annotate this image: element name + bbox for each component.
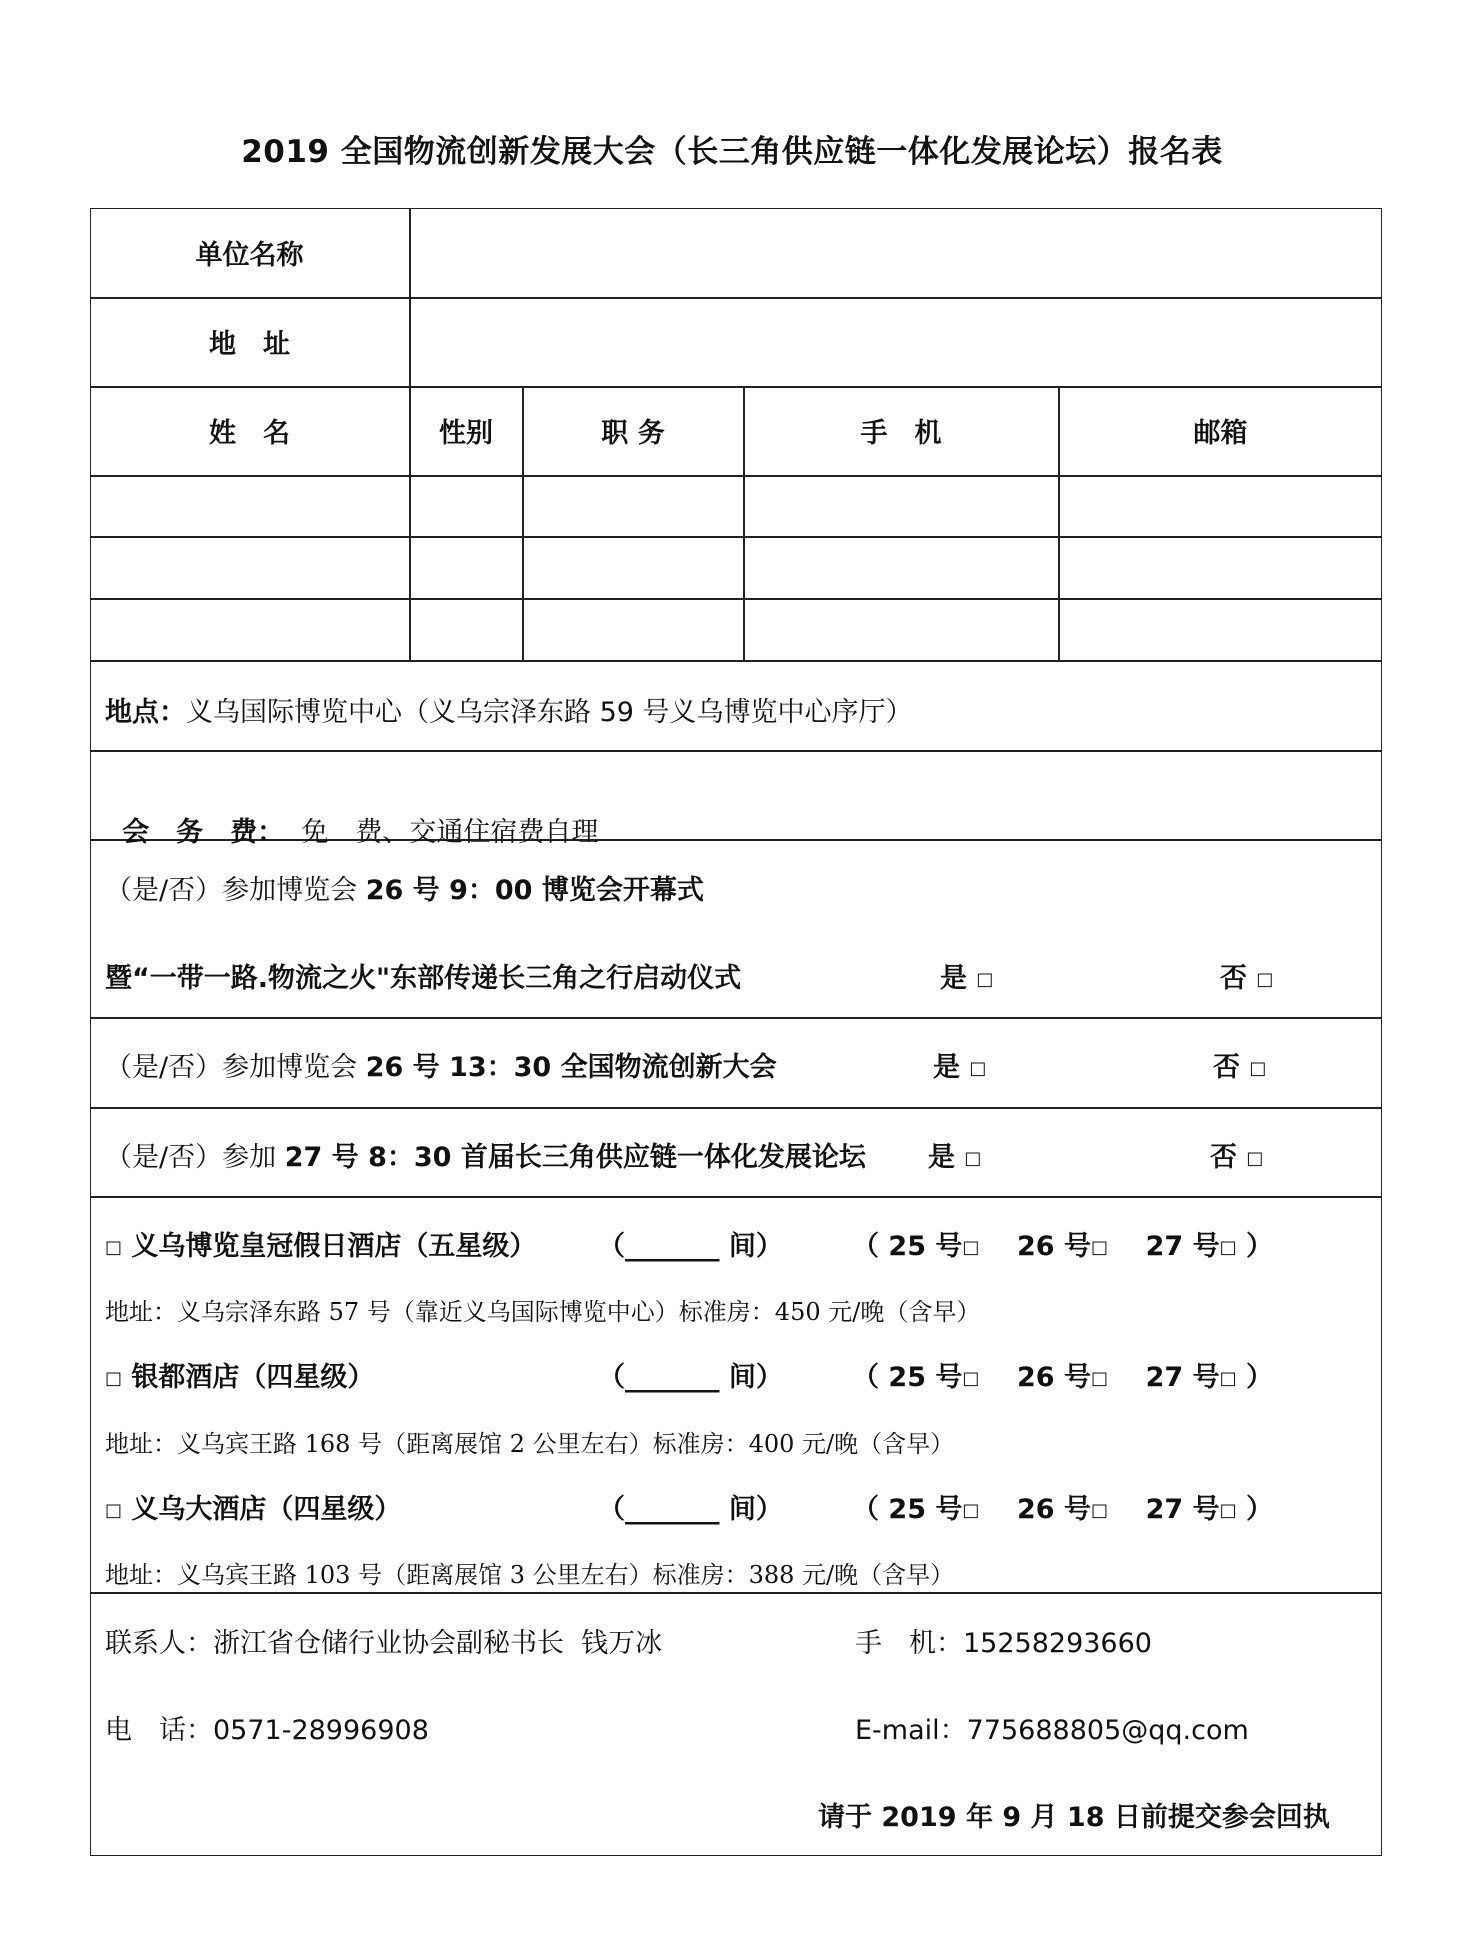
hotel-address: 地址：义乌宾王路 103 号（距离展馆 3 公里左右）标准房：388 元/晚（含早） xyxy=(105,1561,955,1589)
event-detail: 26 号 13：30 全国物流创新大会 xyxy=(365,1052,777,1083)
mobile-header: 手 机 xyxy=(860,418,942,449)
paren-open: （ xyxy=(598,1362,625,1393)
checkbox-icon[interactable]: □ xyxy=(1249,1058,1267,1079)
contact-mobile: 手 机：15258293660 xyxy=(855,1628,1152,1659)
date-group xyxy=(852,1355,1273,1394)
rooms-label: 间） xyxy=(728,1231,783,1262)
row-divider xyxy=(90,1017,1382,1019)
paren-close: ） xyxy=(1246,1362,1274,1393)
checkbox-icon[interactable]: □ xyxy=(1091,1500,1109,1521)
checkbox-icon[interactable]: □ xyxy=(962,1237,980,1258)
row-divider xyxy=(90,660,1382,662)
org-name-label: 单位名称 xyxy=(195,240,304,271)
venue-value: 义乌国际博览中心（义乌宗泽东路 59 号义乌博览中心序厅） xyxy=(186,697,913,728)
paren-open: （ xyxy=(852,1362,879,1393)
no-label: 否 xyxy=(1210,1142,1247,1173)
room-count-blank[interactable]: _______ xyxy=(625,1362,720,1393)
hotel-name: 银都酒店（四星级） xyxy=(131,1362,375,1393)
date-group xyxy=(852,1487,1273,1526)
org-name-field[interactable] xyxy=(410,208,1382,297)
submission-deadline: 请于 2019 年 9 月 18 日前提交参会回执 xyxy=(818,1802,1330,1833)
checkbox-icon[interactable]: □ xyxy=(105,1237,123,1258)
gender-header: 性别 xyxy=(439,418,493,449)
date-26-label: 26 号 xyxy=(1017,1362,1091,1393)
room-count-blank[interactable]: _______ xyxy=(625,1494,720,1525)
paren-close: ） xyxy=(1246,1494,1274,1525)
room-count-blank[interactable]: _______ xyxy=(625,1231,720,1262)
event-detail: 26 号 9：00 博览会开幕式 xyxy=(365,875,704,906)
event-prefix: （是/否）参加博览会 xyxy=(105,1052,358,1083)
checkbox-icon[interactable]: □ xyxy=(962,1500,980,1521)
row-divider xyxy=(90,750,1382,752)
attendee-row[interactable] xyxy=(91,600,1381,659)
checkbox-icon[interactable]: □ xyxy=(962,1368,980,1389)
name-header: 姓 名 xyxy=(209,418,290,449)
paren-open: （ xyxy=(598,1494,625,1525)
position-header: 职 务 xyxy=(601,418,665,449)
no-label: 否 xyxy=(1213,1052,1250,1083)
checkbox-icon[interactable]: □ xyxy=(1246,1148,1264,1169)
event-detail: 27 号 8：30 首届长三角供应链一体化发展论坛 xyxy=(284,1142,866,1173)
checkbox-icon[interactable]: □ xyxy=(976,969,994,990)
page-title: 2019 全国物流创新发展大会（长三角供应链一体化发展论坛）报名表 xyxy=(241,134,1223,170)
room-count-group xyxy=(598,1224,783,1263)
paren-open: （ xyxy=(598,1231,625,1262)
date-27-label: 27 号 xyxy=(1145,1494,1220,1525)
event-conference-no-option[interactable] xyxy=(1213,1045,1266,1084)
hotel-yiwu-grand-row xyxy=(105,1487,401,1526)
event-conference-yes-option[interactable] xyxy=(933,1045,986,1084)
yes-label: 是 xyxy=(928,1142,965,1173)
hotel-crowne-plaza-row xyxy=(105,1224,536,1263)
paren-open: （ xyxy=(852,1494,879,1525)
checkbox-icon[interactable]: □ xyxy=(964,1148,982,1169)
rooms-label: 间） xyxy=(728,1494,783,1525)
checkbox-icon[interactable]: □ xyxy=(105,1500,123,1521)
event-forum-no-option[interactable] xyxy=(1210,1135,1263,1174)
fee-value: 免 费、交通住宿费自理 xyxy=(301,817,599,848)
fee-label: 会 务 费： xyxy=(122,817,285,848)
row-divider xyxy=(90,1196,1382,1198)
checkbox-icon[interactable]: □ xyxy=(1219,1500,1237,1521)
checkbox-icon[interactable]: □ xyxy=(1091,1368,1109,1389)
date-group xyxy=(852,1224,1273,1263)
rooms-label: 间） xyxy=(728,1362,783,1393)
room-count-group xyxy=(598,1487,783,1526)
checkbox-icon[interactable]: □ xyxy=(105,1368,123,1389)
event-prefix: （是/否）参加 xyxy=(105,1142,277,1173)
date-26-label: 26 号 xyxy=(1017,1231,1091,1262)
yes-label: 是 xyxy=(940,963,977,994)
yes-label: 是 xyxy=(933,1052,970,1083)
event-conference-row xyxy=(105,1045,777,1084)
address-field[interactable] xyxy=(410,297,1382,386)
event-forum-row xyxy=(105,1135,866,1174)
paren-close: ） xyxy=(1246,1231,1274,1262)
event-opening-yes-option[interactable] xyxy=(940,956,993,995)
event-opening-line1 xyxy=(105,868,704,907)
event-forum-yes-option[interactable] xyxy=(928,1135,981,1174)
hotel-yindu-row xyxy=(105,1355,374,1394)
date-25-label: 25 号 xyxy=(888,1362,963,1393)
date-27-label: 27 号 xyxy=(1145,1231,1220,1262)
date-25-label: 25 号 xyxy=(888,1231,963,1262)
email-header: 邮箱 xyxy=(1193,418,1248,449)
event-prefix: （是/否）参加博览会 xyxy=(105,875,358,906)
checkbox-icon[interactable]: □ xyxy=(1091,1237,1109,1258)
event-opening-no-option[interactable] xyxy=(1220,956,1273,995)
row-divider xyxy=(90,1107,1382,1109)
address-label: 地 址 xyxy=(209,329,290,360)
date-25-label: 25 号 xyxy=(888,1494,963,1525)
date-27-label: 27 号 xyxy=(1145,1362,1220,1393)
attendee-row[interactable] xyxy=(91,538,1381,597)
event-opening-line2: 暨“一带一路.物流之火"东部传递长三角之行启动仪式 xyxy=(105,963,742,994)
hotel-address: 地址：义乌宾王路 168 号（距离展馆 2 公里左右）标准房：400 元/晚（含早） xyxy=(105,1430,955,1458)
checkbox-icon[interactable]: □ xyxy=(1219,1368,1237,1389)
venue-row xyxy=(105,690,913,729)
contact-email: E-mail：775688805@qq.com xyxy=(855,1715,1249,1746)
fee-row xyxy=(105,779,598,849)
no-label: 否 xyxy=(1220,963,1257,994)
room-count-group xyxy=(598,1355,783,1394)
date-26-label: 26 号 xyxy=(1017,1494,1091,1525)
attendee-row[interactable] xyxy=(91,477,1381,535)
hotel-name: 义乌大酒店（四星级） xyxy=(131,1494,402,1525)
venue-label: 地点： xyxy=(105,697,186,728)
paren-open: （ xyxy=(852,1231,879,1262)
checkbox-icon[interactable]: □ xyxy=(1219,1237,1237,1258)
hotel-name: 义乌博览皇冠假日酒店（五星级） xyxy=(131,1231,537,1262)
contact-phone: 电 话：0571-28996908 xyxy=(105,1715,429,1746)
row-divider xyxy=(90,1592,1382,1594)
hotel-address: 地址：义乌宗泽东路 57 号（靠近义乌国际博览中心）标准房：450 元/晚（含早） xyxy=(105,1298,981,1326)
checkbox-icon[interactable]: □ xyxy=(1256,969,1274,990)
checkbox-icon[interactable]: □ xyxy=(969,1058,987,1079)
contact-person: 联系人：浙江省仓储行业协会副秘书长 钱万冰 xyxy=(105,1628,663,1659)
